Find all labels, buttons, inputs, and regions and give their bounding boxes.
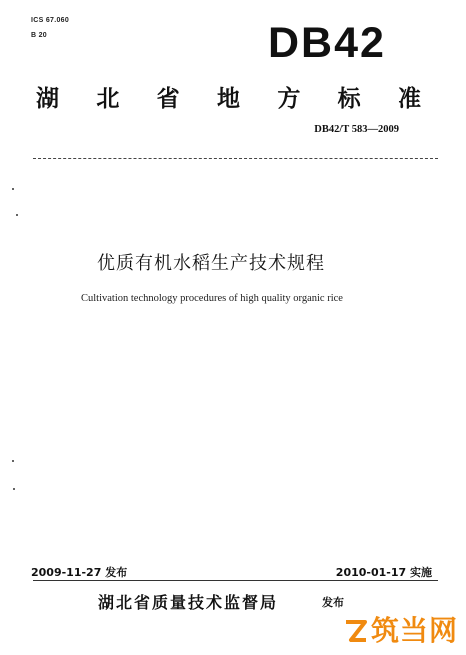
watermark-text: 筑当网	[370, 614, 458, 647]
implement-date: 2010-01-17 实施	[335, 566, 432, 579]
standard-type-char: 方	[277, 86, 301, 112]
publish-date: 2009-11-27 发布	[31, 566, 128, 579]
standard-type-char: 省	[156, 86, 180, 112]
watermark-logo	[343, 609, 458, 649]
standard-code: DB42	[268, 19, 386, 67]
standard-type-char: 北	[96, 86, 120, 112]
standard-type-char: 地	[216, 86, 240, 112]
scan-dot	[12, 188, 14, 190]
standard-type-char: 标	[337, 86, 361, 112]
footer-divider	[33, 580, 438, 581]
watermark-mark-icon	[343, 616, 369, 646]
classification-code: B 20	[31, 32, 47, 39]
standard-number: DB42/T 583—2009	[314, 124, 399, 135]
standard-type-char: 湖	[36, 86, 59, 112]
standard-type	[36, 80, 421, 113]
issuer-name: 湖北省质量技术监督局	[98, 593, 279, 612]
scan-dot	[13, 488, 15, 490]
standard-type-char: 准	[397, 86, 421, 112]
document-title-en: Cultivation technology procedures of high quality organic rice	[81, 293, 343, 304]
issuer-suffix: 发布	[322, 596, 344, 609]
header-divider	[33, 158, 438, 159]
document-title-cn: 优质有机水稻生产技术规程	[97, 253, 325, 274]
scan-dot	[12, 460, 14, 462]
ics-code: ICS 67.060	[31, 17, 70, 24]
scan-dot	[16, 214, 18, 216]
